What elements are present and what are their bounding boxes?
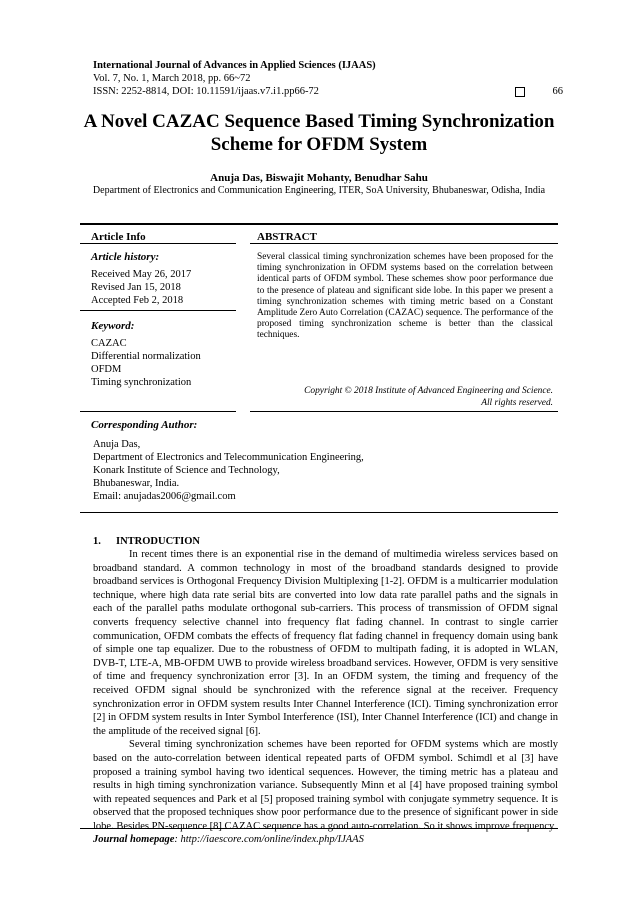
journal-volume: Vol. 7, No. 1, March 2018, pp. 66~72 bbox=[93, 73, 251, 84]
copyright-notice bbox=[257, 385, 553, 409]
journal-header bbox=[93, 59, 563, 98]
keyword-item: Differential normalization bbox=[91, 351, 201, 362]
keyword-rule bbox=[80, 411, 236, 412]
abstract-bottom-rule bbox=[250, 411, 558, 412]
square-icon bbox=[515, 87, 525, 97]
copyright-line-1: Copyright © 2018 Institute of Advanced Engineering and Science. bbox=[304, 386, 553, 396]
article-history-heading: Article history: bbox=[91, 251, 160, 263]
abstract-heading: ABSTRACT bbox=[257, 231, 317, 243]
journal-homepage[interactable] bbox=[93, 834, 364, 845]
keyword-item: Timing synchronization bbox=[91, 377, 192, 388]
corresponding-name: Anuja Das, bbox=[93, 439, 141, 450]
article-info-heading: Article Info bbox=[91, 231, 146, 243]
abstract-rule bbox=[250, 243, 558, 244]
paper-authors: Anuja Das, Biswajit Mohanty, Benudhar Sahu bbox=[210, 172, 428, 184]
keyword-item: CAZAC bbox=[91, 338, 127, 349]
corresponding-institute: Konark Institute of Science and Technology, bbox=[93, 465, 280, 476]
section-title: INTRODUCTION bbox=[116, 536, 201, 547]
corresponding-email[interactable]: Email: anujadas2006@gmail.com bbox=[93, 491, 236, 502]
paragraph: Several timing synchronization schemes have been reported for OFDM systems which are mostly based on the auto-correlation between identical repeated parts of OFDM symbol. Schimdl et al [3] have proposed a training symbol having two identical sequences. However, the timing metric has a plateau and results in high timing synchronization variance. Subsequently Minn et al [4] have proposed training symbol with repeated sequences and Park et al [5] proposed training symbol with conjugate symmetry sequence. It is observed that the proposed techniques show poor performance due to the presence of significant power in side lobe. Besides PN-sequence [8] CAZAC sequence has a good auto-correlation. So it shows improve frequency bbox=[93, 739, 558, 832]
footer-rule bbox=[80, 828, 558, 829]
top-rule bbox=[80, 223, 558, 225]
journal-title: International Journal of Advances in Applied Sciences (IJAAS) bbox=[93, 60, 376, 71]
history-accepted: Accepted Feb 2, 2018 bbox=[91, 295, 184, 306]
abstract-text: Several classical timing synchronization schemes have been proposed for the timing synchronization in OFDM systems based on the correlation between identical parts of OFDM symbol. These schemes show poor performance due to the presence of plateau and significant side lobe. In this paper we present a timing synchronization schemes with timing metric based on a Constant Amplitude Zero Auto Correlation (CAZAC) sequence. The performance of the proposed timing synchronization scheme is better than the classical techniques. bbox=[257, 252, 553, 341]
history-revised: Revised Jan 15, 2018 bbox=[91, 282, 181, 293]
corresponding-author-heading: Corresponding Author: bbox=[91, 419, 198, 431]
introduction-body bbox=[93, 548, 558, 833]
paper-affiliation: Department of Electronics and Communication Engineering, ITER, SoA University, Bhubaneswar, Odisha, India bbox=[92, 185, 546, 196]
introduction-heading bbox=[93, 536, 200, 547]
journal-issn: ISSN: 2252-8814, DOI: 10.11591/ijaas.v7.i1.pp66-72 bbox=[93, 86, 319, 97]
article-history-list bbox=[91, 268, 191, 307]
homepage-url[interactable]: : http://iaescore.com/online/index.php/IJAAS bbox=[174, 834, 364, 845]
section-number: 1. bbox=[93, 536, 101, 547]
article-info-rule bbox=[80, 243, 236, 244]
keyword-list bbox=[91, 337, 201, 389]
page-number: 66 bbox=[552, 86, 563, 97]
corresponding-city: Bhubaneswar, India. bbox=[93, 478, 180, 489]
corresponding-department: Department of Electronics and Telecommunication Engineering, bbox=[93, 452, 364, 463]
keyword-item: OFDM bbox=[91, 364, 122, 375]
corresponding-bottom-rule bbox=[80, 512, 558, 513]
history-rule bbox=[80, 310, 236, 311]
homepage-label: Journal homepage bbox=[93, 834, 175, 845]
paragraph: In recent times there is an exponential rise in the demand of multimedia wireless services based on broadband standard. A common technology in most of the broadband standards designed to provide broadband services is Orthogonal Frequency Division Multiplexing [1-2]. OFDM is a multicarrier modulation technique, where high data rate serial bits are converted into low data rate parallel paths and the signals in each of the parallel paths modulate orthogonal sub-carriers. This process of transmission of OFDM signal converts frequency selective channel into frequency flat fading channel. In contrast to single carrier communication, OFDM combats the effects of frequency flat fading channel in frequency domain using bank of simple one tap equalizer. Due to the robustness of OFDM to multipath fading, it is adopted in WLAN, DVB-T, LTE-A, MB-OFDM UWB to provide wireless broadband services. However, OFDM is very sensitive of time and frequency synchronization error [3]. In an OFDM system, the timing and frequency of the received OFDM signal should be synchronized with the reference signal at the receiver. Frequency synchronization error in OFDM system results Inter Channel Interference (ICI). Timing synchronization error [2] in OFDM system results in Inter Symbol Interference (ISI), Inter Channel Interference (ICI) and change in the amplitude of the received signal [6]. bbox=[93, 549, 558, 737]
copyright-line-2: All rights reserved. bbox=[481, 398, 553, 408]
corresponding-author-block bbox=[93, 438, 364, 503]
paper-title: A Novel CAZAC Sequence Based Timing Synchronization Scheme for OFDM System bbox=[83, 111, 555, 155]
history-received: Received May 26, 2017 bbox=[91, 269, 192, 280]
keyword-heading: Keyword: bbox=[91, 320, 135, 332]
